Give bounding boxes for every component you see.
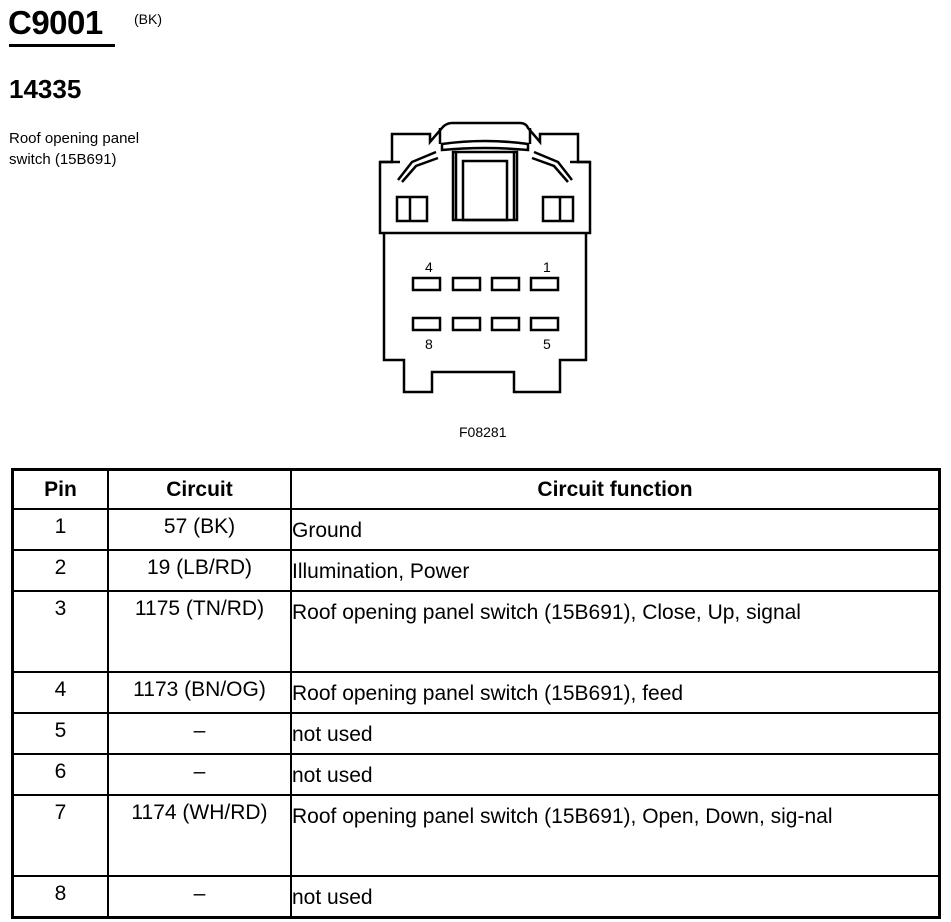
pin-table — [11, 468, 941, 919]
circuit-cell: 19 (LB/RD) — [108, 550, 291, 591]
pin-cavity-4 — [413, 278, 440, 290]
table-row — [13, 876, 940, 918]
table-row — [13, 550, 940, 591]
right-window — [543, 197, 573, 221]
table-header-row — [13, 470, 940, 510]
pin-cell: 8 — [13, 876, 109, 918]
pin-cell: 6 — [13, 754, 109, 795]
connector-id: C9001 — [8, 4, 103, 41]
left-window — [397, 197, 427, 221]
pin-cavity-1 — [531, 278, 558, 290]
description-line-2: switch (15B691) — [9, 151, 117, 168]
pin-label-4: 4 — [425, 259, 433, 275]
function-cell: not used — [291, 713, 940, 754]
table-row — [13, 509, 940, 550]
pin-cell: 4 — [13, 672, 109, 713]
pin-cavity-7 — [453, 318, 480, 330]
color-code: (BK) — [134, 11, 162, 27]
circuit-cell: – — [108, 754, 291, 795]
function-cell: Roof opening panel switch (15B691), Close, Up, signal — [291, 591, 940, 672]
title-underline — [9, 44, 115, 47]
pin-cell: 5 — [13, 713, 109, 754]
part-number: 14335 — [9, 74, 82, 104]
pin-cavity-2 — [492, 278, 519, 290]
connector-face-diagram — [370, 120, 600, 405]
pin-cavity-6 — [492, 318, 519, 330]
circuit-cell: – — [108, 713, 291, 754]
table-row — [13, 754, 940, 795]
function-cell: Illumination, Power — [291, 550, 940, 591]
function-cell: not used — [291, 754, 940, 795]
latch — [442, 141, 528, 150]
pin-cell: 3 — [13, 591, 109, 672]
connector-housing-top — [380, 123, 590, 233]
pin-cavity-8 — [413, 318, 440, 330]
pin-label-8: 8 — [425, 336, 433, 352]
table-row — [13, 591, 940, 672]
circuit-cell: 1174 (WH/RD) — [108, 795, 291, 876]
description-line-1: Roof opening panel — [9, 130, 140, 147]
circuit-cell: – — [108, 876, 291, 918]
function-cell: Ground — [291, 509, 940, 550]
function-cell: Roof opening panel switch (15B691), feed — [291, 672, 940, 713]
function-cell: Roof opening panel switch (15B691), Open, Down, sig-nal — [291, 795, 940, 876]
circuit-cell: 57 (BK) — [108, 509, 291, 550]
pin-cell: 7 — [13, 795, 109, 876]
circuit-cell: 1173 (BN/OG) — [108, 672, 291, 713]
table-row — [13, 795, 940, 876]
header-pin: Pin — [13, 470, 109, 510]
table-row — [13, 713, 940, 754]
pin-cell: 2 — [13, 550, 109, 591]
circuit-cell: 1175 (TN/RD) — [108, 591, 291, 672]
function-cell: not used — [291, 876, 940, 918]
table-row — [13, 672, 940, 713]
header-circuit: Circuit — [108, 470, 291, 510]
component-description — [9, 128, 139, 170]
pin-cell: 1 — [13, 509, 109, 550]
connector-housing-bottom — [384, 234, 586, 392]
pin-label-1: 1 — [543, 259, 551, 275]
pin-cavity-5 — [531, 318, 558, 330]
pin-label-5: 5 — [543, 336, 551, 352]
figure-code: F08281 — [459, 424, 507, 440]
header-function: Circuit function — [291, 470, 940, 510]
pin-cavity-3 — [453, 278, 480, 290]
